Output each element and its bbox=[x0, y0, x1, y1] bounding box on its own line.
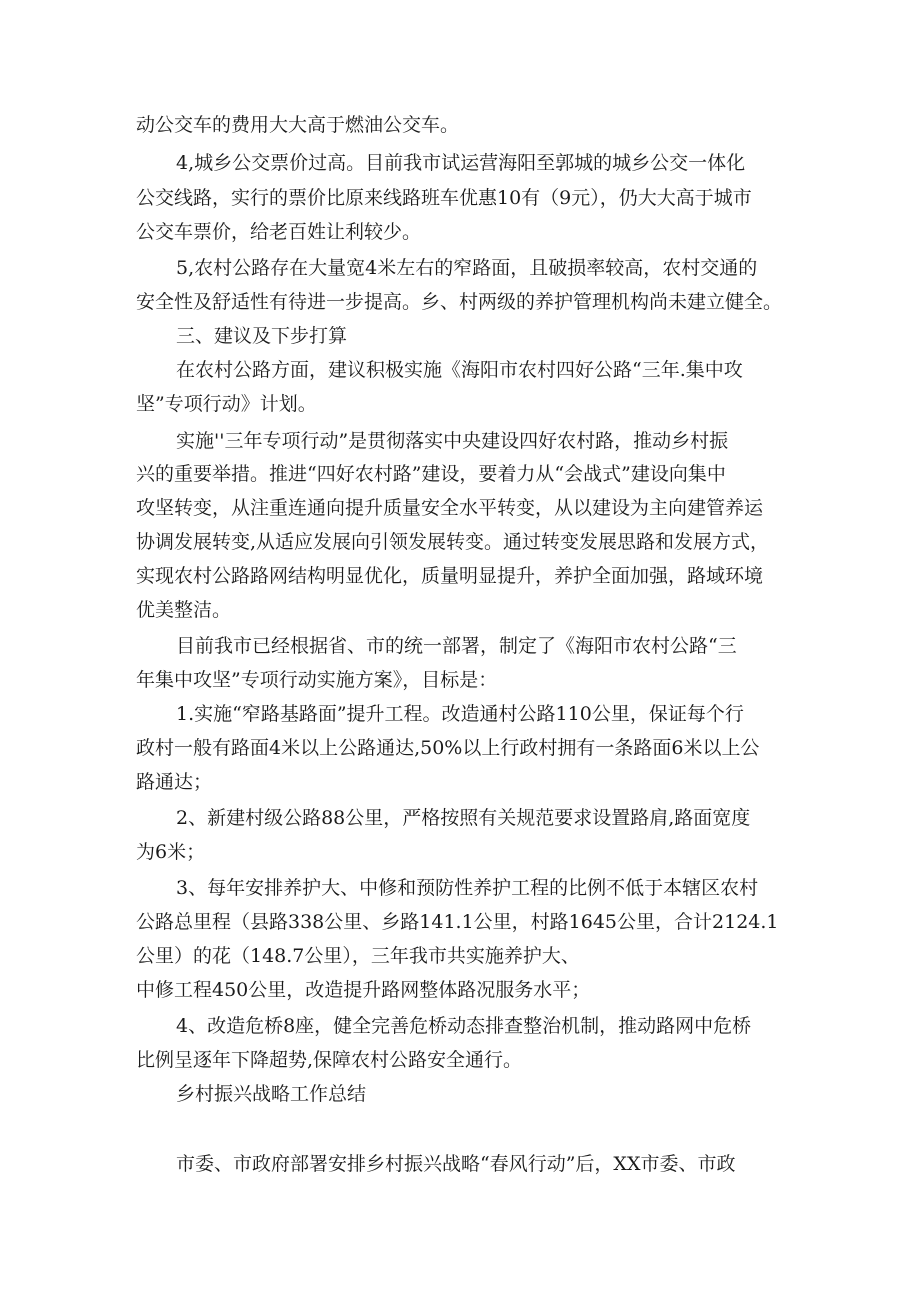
text-line: 为6米； bbox=[136, 841, 206, 863]
text-line: 3、每年安排养护大、中修和预防性养护工程的比例不低于本辖区农村 bbox=[176, 877, 759, 899]
text-line: 协调发展转变,从适应发展向引领发展转变。通过转变发展思路和发展方式， bbox=[136, 531, 770, 553]
text-line: 公路总里程（县路338公里、乡路141.1公里，村路1645公里，合计2124.1 bbox=[136, 911, 779, 933]
text-line: 5,农村公路存在大量宽4米左右的窄路面，且破损率较高，农村交通的 bbox=[176, 257, 758, 279]
text-line: 攻坚转变，从注重连通向提升质量安全水平转变，从以建设为主向建管养运 bbox=[136, 497, 764, 519]
text-line: 市委、市政府部署安排乡村振兴战略“春风行动”后，XX市委、市政 bbox=[176, 1153, 736, 1175]
text-line: 动公交车的费用大大高于燃油公交车。 bbox=[136, 114, 460, 136]
text-line: 兴的重要举措。推进“四好农村路”建设，要着力从“会战式”建设向集中 bbox=[136, 463, 726, 485]
text-line: 中修工程450公里，改造提升路网整体路况服务水平； bbox=[136, 979, 591, 1001]
text-line: 比例呈逐年下降超势,保障农村公路安全通行。 bbox=[136, 1049, 523, 1071]
text-line: 公交车票价，给老百姓让利较少。 bbox=[136, 221, 422, 243]
text-line: 实现农村公路路网结构明显优化，质量明显提升，养护全面加强，路域环境 bbox=[136, 565, 764, 587]
text-line: 安全性及舒适性有待进一步提高。乡、村两级的养护管理机构尚未建立健全。 bbox=[136, 291, 783, 313]
text-line: 在农村公路方面，建议积极实施《海阳市农村四好公路“三年.集中攻 bbox=[176, 359, 743, 381]
section-heading: 乡村振兴战略工作总结 bbox=[176, 1083, 367, 1105]
text-line: 优美整洁。 bbox=[136, 599, 232, 621]
text-line: 年集中攻坚”专项行动实施方案》，目标是： bbox=[136, 669, 498, 691]
text-line: 实施''三年专项行动”是贯彻落实中央建设四好农村路，推动乡村振 bbox=[176, 430, 729, 452]
text-line: 2、新建村级公路88公里，严格按照有关规范要求设置路肩,路面宽度 bbox=[176, 807, 751, 829]
text-line: 目前我市已经根据省、市的统一部署，制定了《海阳市农村公路“三 bbox=[176, 635, 737, 657]
text-line: 公里）的花（148.7公里），三年我市共实施养护大、 bbox=[136, 945, 580, 967]
text-line: 路通达； bbox=[136, 771, 213, 793]
text-line: 4,城乡公交票价过高。目前我市试运营海阳至郭城的城乡公交一体化 bbox=[176, 152, 746, 174]
text-line: 政村一般有路面4米以上公路通达,50%以上行政村拥有一条路面6米以上公 bbox=[136, 737, 760, 759]
section-heading: 三、建议及下步打算 bbox=[176, 325, 348, 347]
text-line: 1.实施“窄路基路面”提升工程。改造通村公路110公里，保证每个行 bbox=[176, 703, 744, 725]
text-line: 坚”专项行动》计划。 bbox=[136, 393, 317, 415]
text-line: 4、改造危桥8座，健全完善危桥动态排查整治机制，推动路网中危桥 bbox=[176, 1015, 752, 1037]
text-line: 公交线路，实行的票价比原来线路班车优惠10有（9元），仍大大高于城市 bbox=[136, 187, 752, 209]
